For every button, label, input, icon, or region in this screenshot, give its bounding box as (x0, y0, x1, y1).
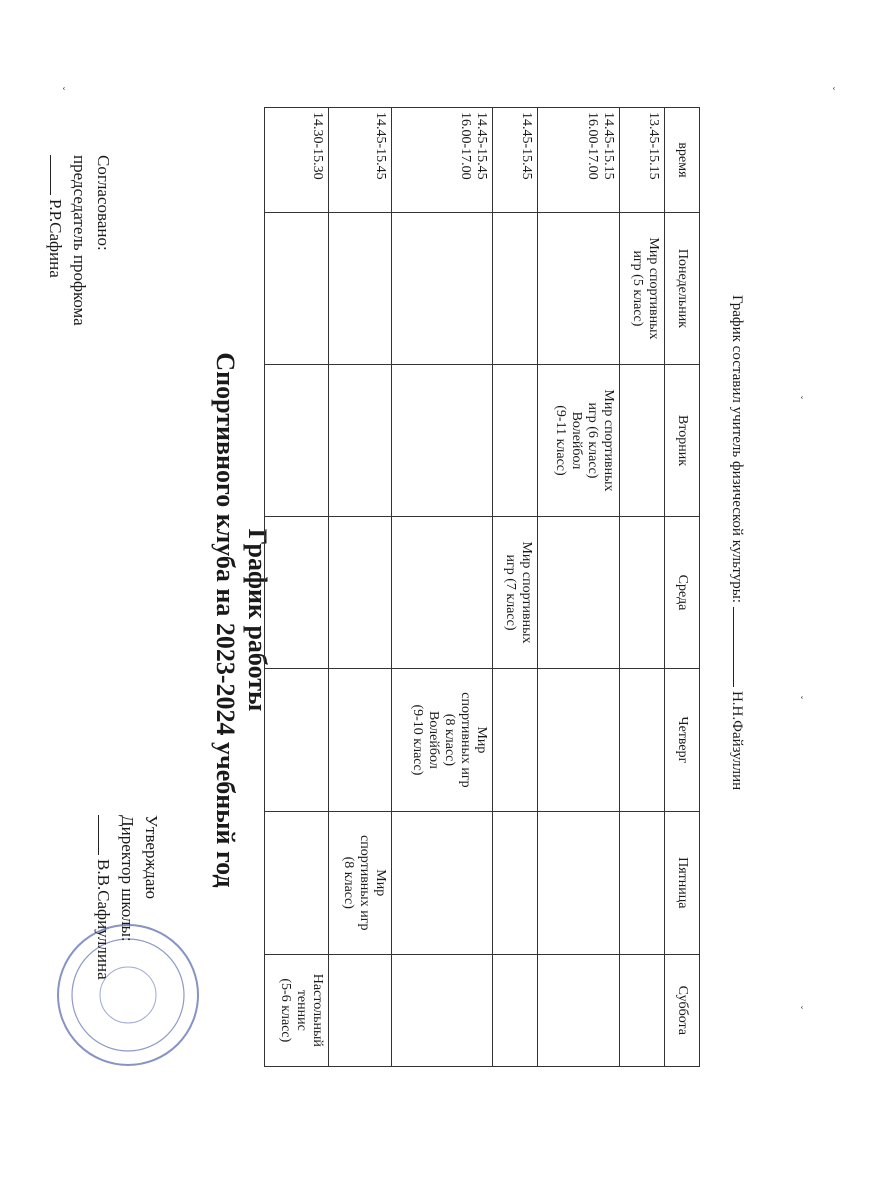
schedule-cell (328, 212, 392, 364)
header-wednesday: Среда (665, 516, 700, 668)
schedule-cell (537, 364, 619, 516)
scan-mark: ˇ (792, 1005, 803, 1010)
header-thursday: Четверг (665, 669, 700, 812)
signature-line (98, 815, 99, 855)
schedule-cell (265, 212, 329, 364)
approval-left-line3: Р.Р.Сафина (46, 199, 65, 278)
page-subtitle: Спортивного клуба на 2023-2024 учебный год (211, 352, 240, 888)
schedule-cell (265, 364, 329, 516)
schedule-cell (492, 364, 537, 516)
table-row (265, 108, 329, 1067)
footer-name: Н.Н.Файзуллин (729, 690, 745, 791)
header-monday: Понедельник (665, 212, 700, 364)
cell-line: Мир спортивных (646, 237, 661, 340)
time-cell (392, 108, 493, 213)
schedule-cell (537, 212, 619, 364)
schedule-cell (265, 516, 329, 668)
time-cell (328, 108, 392, 213)
header-saturday: Суббота (665, 954, 700, 1066)
header-friday: Пятница (665, 811, 700, 954)
schedule-cell (492, 811, 537, 954)
table-row (328, 108, 392, 1067)
schedule-cell (619, 364, 664, 516)
cell-line: (8 класс) (441, 713, 457, 767)
cell-line: Мир спортивных (518, 541, 534, 644)
cell-line: Мир спортивных (600, 389, 616, 492)
time-cell (492, 108, 537, 213)
schedule-cell (492, 212, 537, 364)
time-line: 14.45-15.45 (373, 112, 389, 180)
schedule-cell (392, 212, 493, 364)
time-line: 16.00-17.00 (457, 112, 473, 180)
schedule-cell (619, 954, 664, 1066)
table-row (537, 108, 619, 1067)
table-header-row (665, 108, 700, 1067)
cell-line: Мир (473, 726, 489, 754)
schedule-cell (492, 954, 537, 1066)
table-body (265, 108, 665, 1067)
time-line: 13.45-15.15 (646, 112, 661, 180)
schedule-cell (265, 669, 329, 812)
schedule-cell (392, 364, 493, 516)
schedule-cell (619, 669, 664, 812)
header-tuesday: Вторник (665, 364, 700, 516)
approval-right-line3: В.В.Сафиуллина (94, 859, 113, 980)
cell-line: Мир (373, 869, 389, 897)
schedule-cell (537, 669, 619, 812)
scan-mark: ˇ (792, 395, 803, 400)
schedule-cell (328, 364, 392, 516)
schedule-cell (328, 516, 392, 668)
table-row (619, 108, 664, 1067)
schedule-table (264, 107, 700, 1067)
cell-line: Волейбол (425, 711, 441, 769)
schedule-cell (392, 811, 493, 954)
approval-left-line2: председатель профкома (70, 155, 89, 326)
time-line: 14.45-15.45 (518, 112, 534, 180)
schedule-cell (492, 516, 537, 668)
schedule-cell (392, 516, 493, 668)
scan-mark: ˇ (792, 695, 803, 700)
approval-left-signature-row (43, 155, 67, 485)
table-row (492, 108, 537, 1067)
cell-line: Волейбол (568, 411, 584, 470)
table-row (392, 108, 493, 1067)
header-time: время (665, 108, 700, 213)
schedule-cell (492, 669, 537, 812)
time-cell (619, 108, 664, 213)
schedule-cell (619, 516, 664, 668)
cell-line: игр (7 класс) (502, 554, 518, 631)
time-line: 14.45-15.45 (473, 112, 489, 180)
schedule-cell (392, 954, 493, 1066)
cell-line: (9-10 класс) (409, 704, 425, 776)
cell-line: спортивных игр (357, 835, 373, 931)
time-line: 14.30-15.30 (309, 112, 325, 180)
cell-line: спортивных игр (457, 692, 473, 788)
time-cell (537, 108, 619, 213)
approval-right-line2: Директор школы: (118, 815, 137, 942)
time-line: 14.45-15.15 (600, 112, 616, 180)
time-cell (265, 108, 329, 213)
time-line: 16.00-17.00 (584, 112, 600, 180)
schedule-cell (537, 516, 619, 668)
approval-right-line1: Утверждаю (142, 815, 161, 900)
schedule-cell (537, 954, 619, 1066)
schedule-cell (265, 811, 329, 954)
schedule-cell (392, 669, 493, 812)
cell-line: (9-11 класс) (552, 405, 568, 476)
scan-mark: ˇ (54, 86, 65, 91)
schedule-cell (328, 811, 392, 954)
schedule-cell (537, 811, 619, 954)
schedule-cell (328, 954, 392, 1066)
cell-line: теннис (293, 989, 309, 1031)
approval-left-line1: Согласовано: (94, 155, 113, 251)
signature-line (50, 155, 51, 195)
approval-right (91, 815, 163, 1145)
footer (728, 295, 745, 895)
approval-left (43, 155, 115, 485)
schedule-cell (619, 212, 664, 364)
schedule-cell (619, 811, 664, 954)
cell-line: (5-6 класс) (277, 978, 293, 1043)
cell-line: игр (6 класс) (584, 402, 600, 479)
schedule-cell (328, 669, 392, 812)
cell-line: игр (5 класс) (630, 250, 645, 327)
scan-mark: ˇ (824, 86, 835, 91)
cell-line: (8 класс) (341, 856, 357, 909)
cell-line: Настольный (309, 973, 325, 1047)
footer-prefix: График составил учитель физической культуры: (729, 295, 745, 603)
page-title: График работы (243, 528, 272, 712)
approval-right-signature-row (91, 815, 115, 1145)
footer-signature-line (733, 607, 734, 687)
schedule-cell (265, 954, 329, 1066)
